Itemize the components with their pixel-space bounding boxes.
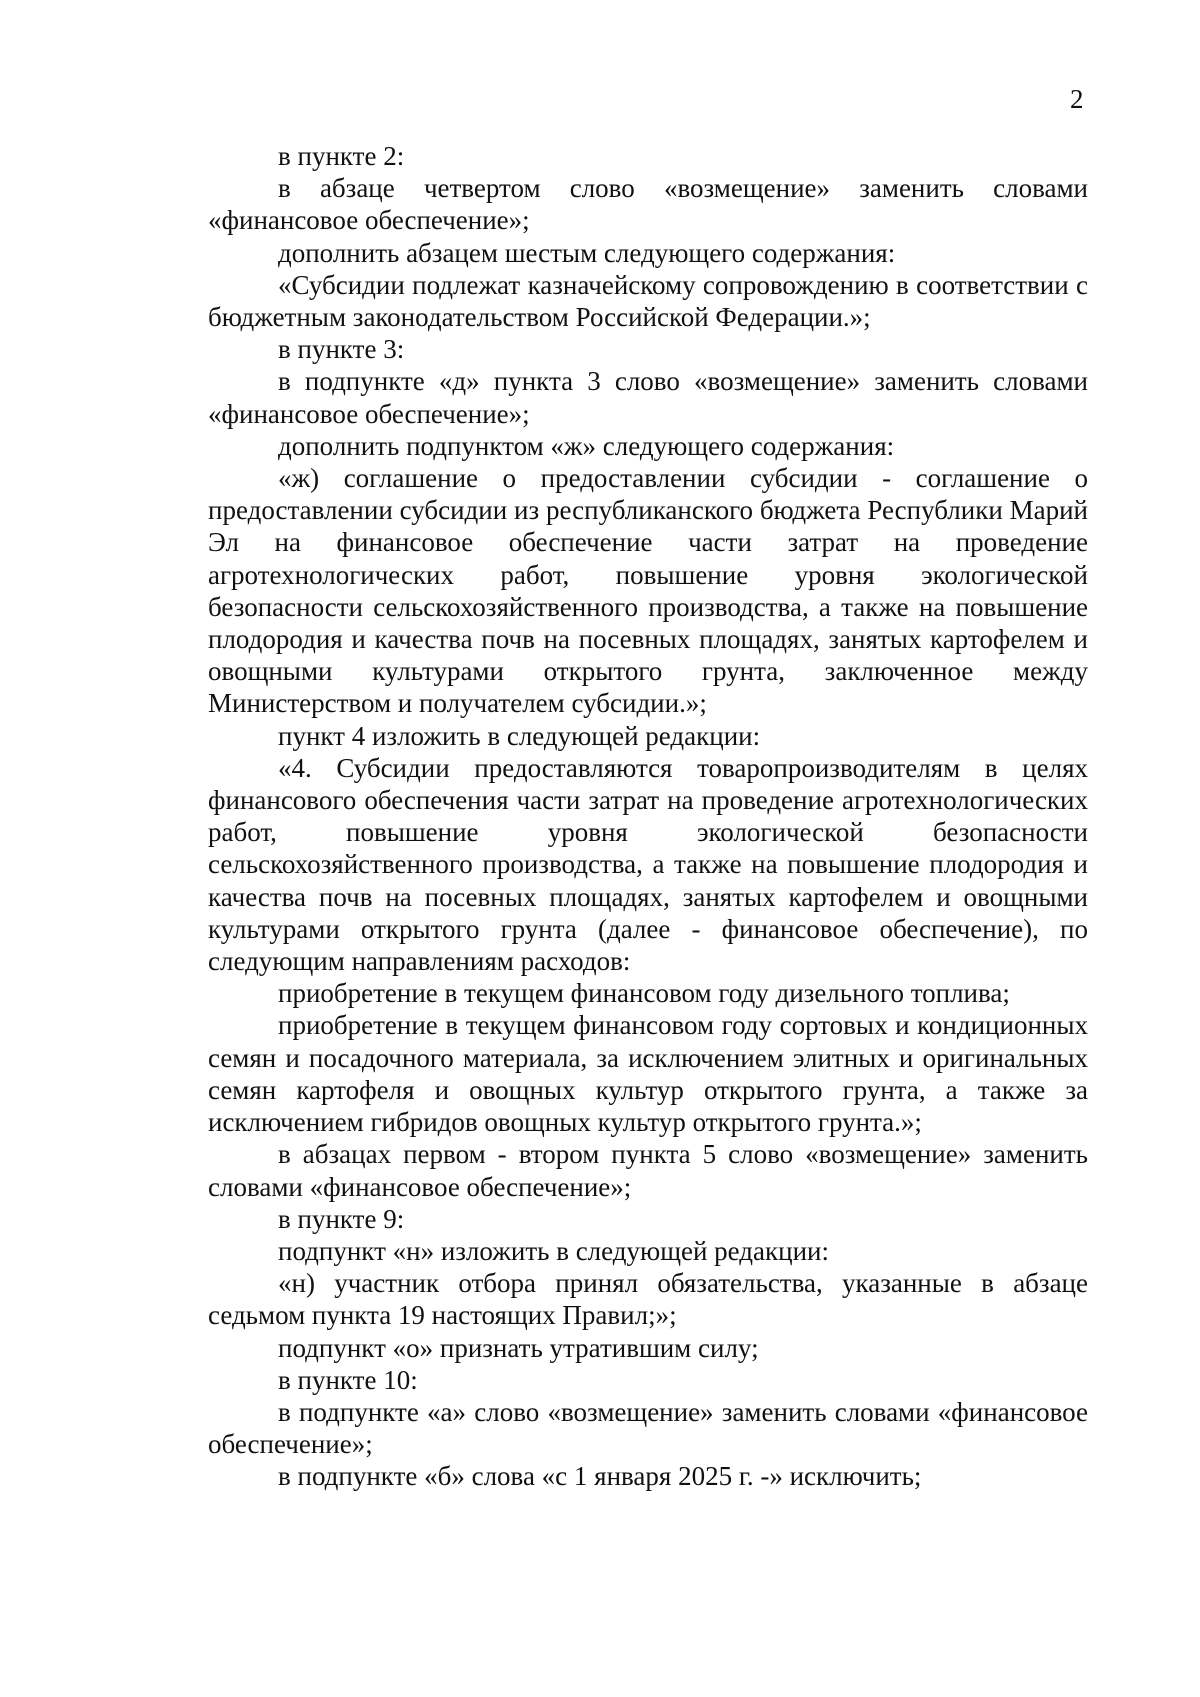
paragraph: «ж) соглашение о предоставлении субсидии - соглашение о предоставлении субсидии из республиканского бюджета Республики Марий Эл на финансовое обеспечение части затрат на проведение агротехнологических работ, повышение уровня экологической безопасности сельскохозяйственного производства, а также на повышение плодородия и качества почв на посевных площадях, занятых картофелем и овощными культурами открытого грунта, заключенное между Министерством и получателем субсидии.»; xyxy=(208,463,1088,719)
paragraph: в пункте 3: xyxy=(278,334,405,365)
paragraph: «н) участник отбора принял обязательства, указанные в абзаце седьмом пункта 19 настоящих Правил;»; xyxy=(208,1268,1088,1331)
paragraph: в пункте 10: xyxy=(278,1364,418,1395)
paragraph: подпункт «н» изложить в следующей редакции: xyxy=(278,1235,829,1266)
paragraph: в абзаце четвертом слово «возмещение» заменить словами «финансовое обеспечение»; xyxy=(208,173,1088,236)
paragraph: подпункт «о» признать утратившим силу; xyxy=(278,1332,759,1363)
page-number: 2 xyxy=(1070,84,1084,114)
document-body xyxy=(208,140,1088,1493)
paragraph: дополнить абзацем шестым следующего содержания: xyxy=(278,237,896,268)
paragraph: пункт 4 изложить в следующей редакции: xyxy=(278,720,761,751)
paragraph: в абзацах первом - втором пункта 5 слово «возмещение» заменить словами «финансовое обеспечение»; xyxy=(208,1139,1088,1202)
paragraph: приобретение в текущем финансовом году дизельного топлива; xyxy=(278,978,1010,1009)
paragraph: в подпункте «б» слова «с 1 января 2025 г. -» исключить; xyxy=(278,1461,922,1492)
paragraph: в пункте 2: xyxy=(278,141,405,171)
paragraph: в подпункте «д» пункта 3 слово «возмещение» заменить словами «финансовое обеспечение»; xyxy=(208,366,1088,429)
paragraph: приобретение в текущем финансовом году сортовых и кондиционных семян и посадочного материала, за исключением элитных и оригинальных семян картофеля и овощных культур открытого грунта, а также за исключением гибридов овощных культур открытого грунта.»; xyxy=(208,1010,1088,1138)
paragraph: в подпункте «а» слово «возмещение» заменить словами «финансовое обеспечение»; xyxy=(208,1396,1088,1460)
paragraph: дополнить подпунктом «ж» следующего содержания: xyxy=(278,430,895,461)
paragraph: «4. Субсидии предоставляются товаропроизводителям в целях финансового обеспечения части затрат на проведение агротехнологических работ, повышение уровня экологической безопасности сельскохозяйственного производства, а также на повышение плодородия и качества почв на посевных площадях, занятых картофелем и овощными культурами открытого грунта (далее - финансовое обеспечение), по следующим направлениям расходов: xyxy=(208,752,1088,977)
paragraph: в пункте 9: xyxy=(278,1203,405,1234)
paragraph: «Субсидии подлежат казначейскому сопровождению в соответствии с бюджетным законодательством Российской Федерации.»; xyxy=(208,269,1088,333)
